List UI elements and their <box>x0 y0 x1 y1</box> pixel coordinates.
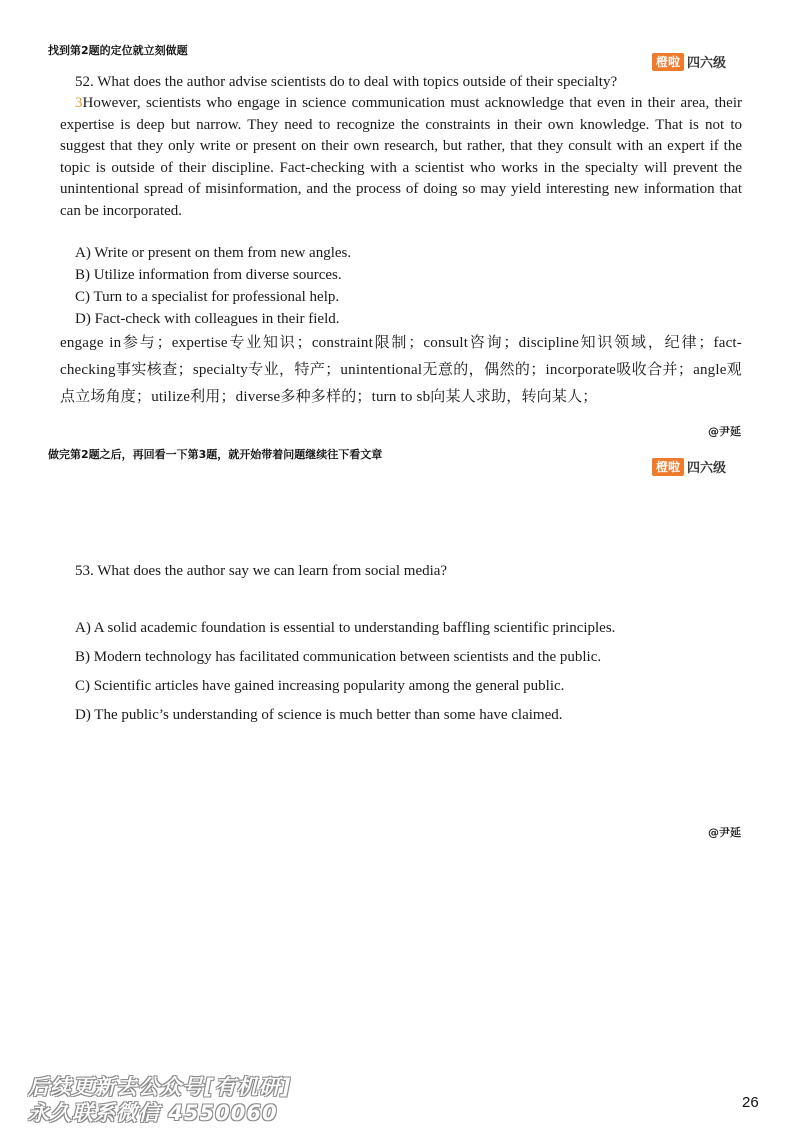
q53-option-b: B) Modern technology has facilitated communication between scientists and the public. <box>75 649 602 665</box>
question-52: 52. What does the author advise scientists do to deal with topics outside of their specialty? <box>75 74 618 90</box>
brand-tag: 橙啦 <box>652 458 684 476</box>
q52-option-c: C) Turn to a specialist for professional help. <box>75 289 340 305</box>
author-signature: @尹延 <box>708 425 741 438</box>
passage-paragraph-3 <box>60 93 742 222</box>
q52-option-d: D) Fact-check with colleagues in their field. <box>75 311 340 327</box>
q53-option-d: D) The public’s understanding of science is much better than some have claimed. <box>75 707 563 723</box>
top-note: 找到第2题的定位就立刻做题 <box>48 44 188 57</box>
paragraph-text: However, scientists who engage in science communication must acknowledge that even in their area, their expertise is deep but narrow. They need to recognize the constraints in their own knowledge. That is not to suggest that they only write or present on their own research, but rather, that they consult with an expert if the topic is outside of their discipline. Fact-checking with a scientist who works in the specialty will prevent the unintentional spread of misinformation, and the process of doing so may yield interesting new information that can be incorporated. <box>60 95 742 219</box>
q53-option-c: C) Scientific articles have gained increasing popularity among the general public. <box>75 678 565 694</box>
watermark-line-2: 永久联系微信 4550060 <box>28 1101 278 1125</box>
q52-option-a: A) Write or present on them from new angles. <box>75 245 352 261</box>
brand-level: 四六级 <box>687 56 727 71</box>
watermark-line-1: 后续更新去公众号[有机研] <box>28 1075 292 1099</box>
brand-level: 四六级 <box>687 461 727 476</box>
q53-option-a: A) A solid academic foundation is essential to understanding baffling scientific principles. <box>75 620 616 636</box>
brand-logo-2 <box>652 457 726 476</box>
mid-note: 做完第2题之后，再回看一下第3题，就开始带着问题继续往下看文章 <box>48 448 383 461</box>
author-signature-2: @尹延 <box>708 826 741 839</box>
q52-option-b: B) Utilize information from diverse sources. <box>75 267 342 283</box>
paragraph-number: 3 <box>75 95 83 111</box>
brand-tag: 橙啦 <box>652 53 684 71</box>
question-53: 53. What does the author say we can learn from social media? <box>75 563 448 579</box>
page-number: 26 <box>742 1094 759 1111</box>
brand-logo <box>652 52 726 71</box>
vocabulary-notes: engage in参与；expertise专业知识；constraint限制；consult咨询；discipline知识领域，纪律；fact-checking事实核查；specialty专业，特产；unintentional无意的，偶然的；incorporate吸收合并；angle观点立场角度；utilize利用；diverse多种多样的；turn to sb向某人求助，转向某人； <box>60 335 742 405</box>
